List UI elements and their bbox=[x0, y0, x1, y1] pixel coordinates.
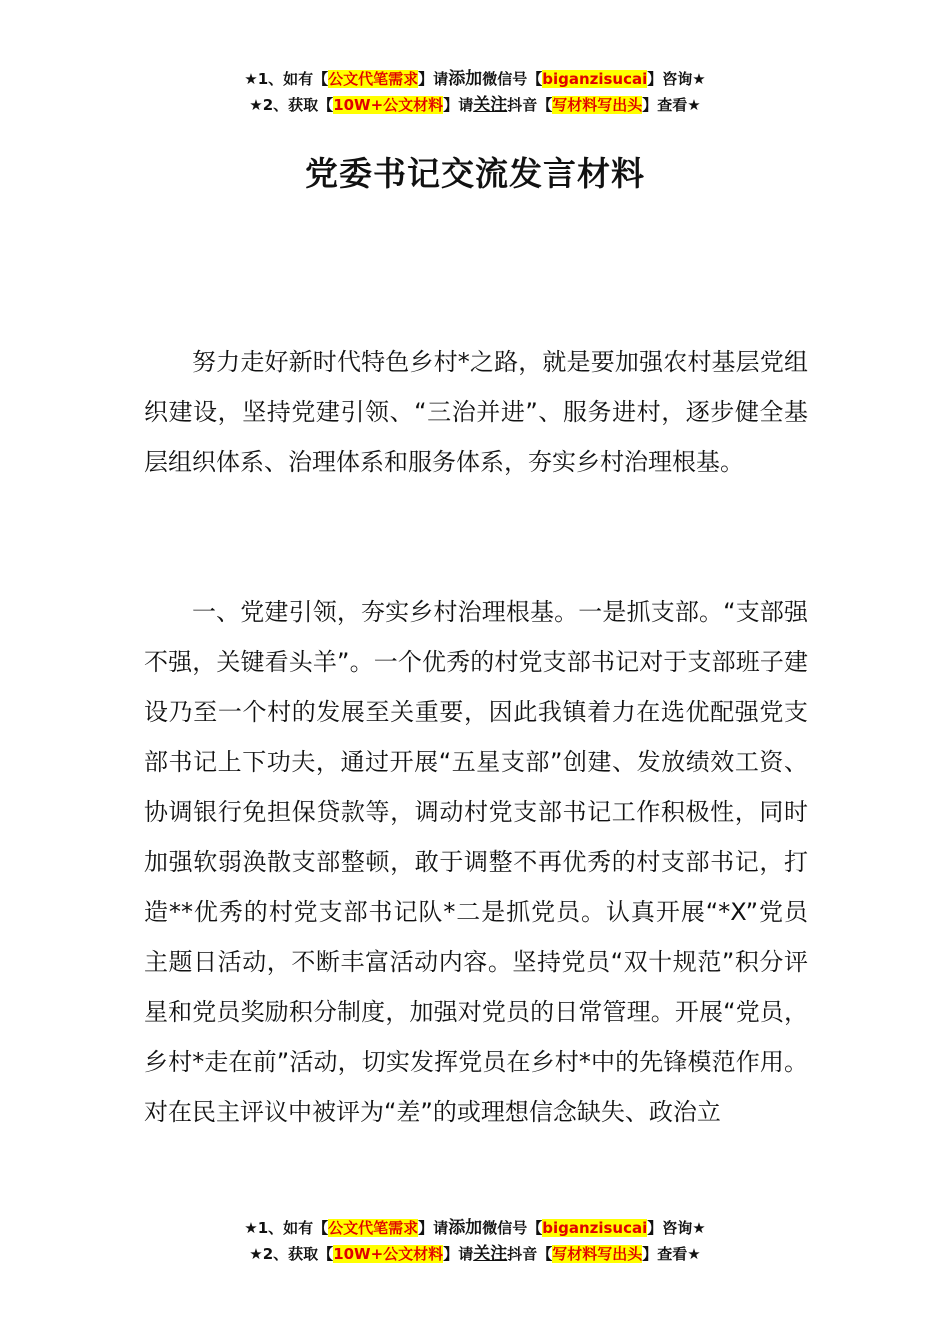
douyin-account: 写材料写出头 bbox=[552, 1245, 643, 1263]
banner-line-1: ★1、如有【公文代笔需求】请添加微信号【biganzisucai】咨询★ bbox=[244, 69, 706, 89]
banner-line-2: ★2、获取【10W+公文材料】请关注抖音【写材料写出头】查看★ bbox=[249, 1244, 701, 1264]
document-title: 党委书记交流发言材料 bbox=[305, 154, 645, 193]
banner-highlight: 公文代笔需求 bbox=[328, 1219, 419, 1237]
header-banner bbox=[0, 66, 950, 118]
douyin-account: 写材料写出头 bbox=[552, 96, 643, 114]
paragraph-text: 一、党建引领，夯实乡村治理根基。一是抓支部。“支部强不强，关键看头羊”。一个优秀的村党支部书记对于支部班子建设乃至一个村的发展至关重要，因此我镇着力在选优配强党支部书记上下功夫，通过开展“五星支部”创建、发放绩效工资、协调银行免担保贷款等，调动村党支部书记工作积极性，同时加强软弱涣散支部整顿，敢于调整不再优秀的村支部书记，打造**优秀的村党支部书记队*二是抓党员。认真开展“*X”党员主题日活动，不断丰富活动内容。坚持党员“双十规范”积分评星和党员奖励积分制度，加强对党员的日常管理。开展“党员，乡村*走在前”活动，切实发挥党员在乡村*中的先锋模范作用。对在民主评议中被评为“差”的或理想信念缺失、政治立 bbox=[144, 598, 808, 1126]
banner-highlight: 公文代笔需求 bbox=[328, 70, 419, 88]
wechat-id: biganzisucai bbox=[542, 70, 648, 88]
banner-highlight: 10W+公文材料 bbox=[333, 96, 444, 114]
paragraph-section-1 bbox=[144, 587, 808, 1137]
wechat-id: biganzisucai bbox=[542, 1219, 648, 1237]
banner-line-2: ★2、获取【10W+公文材料】请关注抖音【写材料写出头】查看★ bbox=[249, 95, 701, 115]
banner-line-1: ★1、如有【公文代笔需求】请添加微信号【biganzisucai】咨询★ bbox=[244, 1218, 706, 1238]
paragraph-text: 努力走好新时代特色乡村*之路，就是要加强农村基层党组织建设，坚持党建引领、“三治并进”、服务进村，逐步健全基层组织体系、治理体系和服务体系，夯实乡村治理根基。 bbox=[144, 348, 808, 476]
paragraph-intro bbox=[144, 337, 808, 487]
footer-banner bbox=[0, 1215, 950, 1267]
banner-highlight: 10W+公文材料 bbox=[333, 1245, 444, 1263]
